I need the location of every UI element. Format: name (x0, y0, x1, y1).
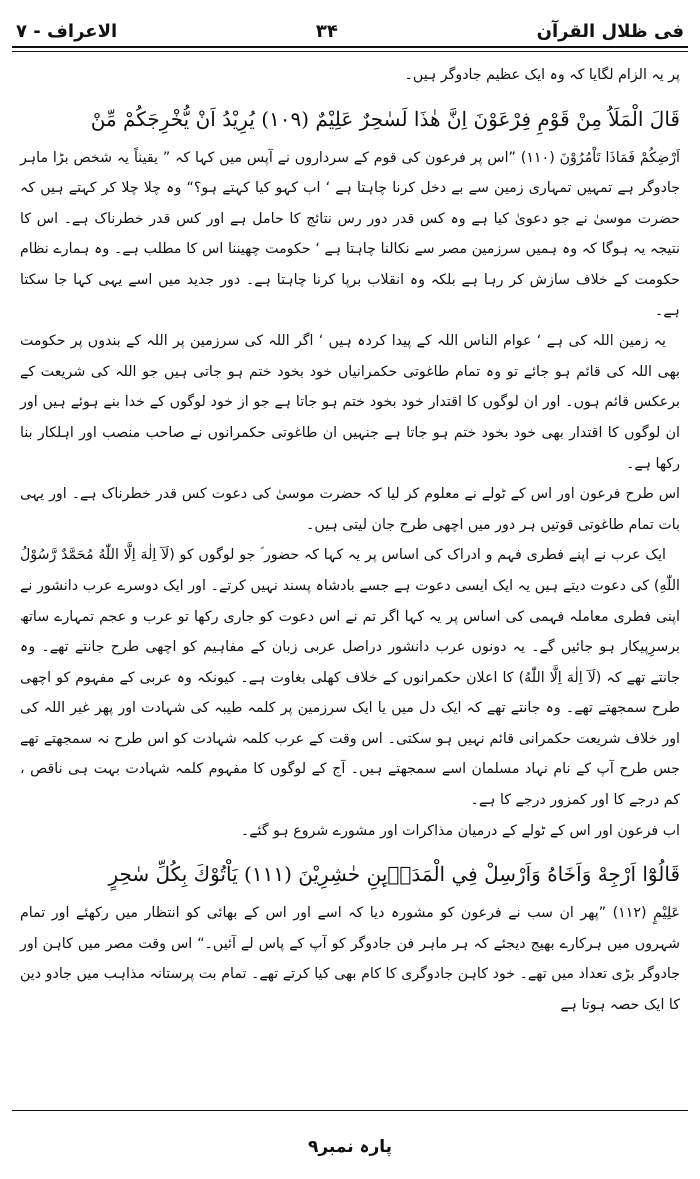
page-body (20, 60, 680, 1100)
juz-label: پارہ نمبر۹ (307, 1137, 393, 1157)
arabic-verse: قَالُوْٓا اَرْجِهْ وَاَخَاهُ وَاَرْسِلْ فِي الْمَدَاۗىِٕنِ حٰشِرِيْنَ (۱۱۱) يَاْتُوْكَ بِكُلِّ سٰحِرٍ (108, 862, 680, 887)
footer-rule (12, 1110, 688, 1111)
paragraph: اَرْضِكُمْ فَمَاذَا تَاْمُرُوْنَ (۱۱۰) ”اس پر فرعون کی قوم کے سرداروں نے آپس میں کہا کہ ” یقیناً یہ شخص بڑا ماہر جادوگر ہے تمہیں تمہاری زمین سے بے دخل کرنا چاہتا ہے ‘ اب کہو کیا کہتے ہو؟“ وہ چلا چلا کر کہتے ہیں کہ حضرت موسیٰ نے جو دعویٰ کیا ہے وہ کس قدر دور رس نتائج کا حامل ہے اور کس قدر خطرناک ہے۔ اس کا نتیجہ یہ ہوگا کہ وہ ہمیں سرزمین مصر سے نکالنا چاہتا ہے ‘ حکومت چھیننا اس کا مطلب ہے۔ وہ ہمارے نظام حکومت کے خلاف سازش کر رہا ہے بلکہ وہ انقلاب برپا کرنا چاہتا ہے۔ دور جدید میں اسے یہی کہا جا سکتا ہے۔ (20, 149, 680, 319)
arabic-verse: قَالَ الْمَلَاُ مِنْ قَوْمِ فِرْعَوْنَ اِنَّ هٰذَا لَسٰحِرٌ عَلِيْمٌ (۱۰۹) يُرِيْدُ اَنْ يُّخْرِجَكُمْ مِّنْ (90, 106, 680, 131)
paragraph: اس طرح فرعون اور اس کے ٹولے نے معلوم کر لیا کہ حضرت موسیٰ کی دعوت کس قدر خطرناک ہے۔ اور یہی بات تمام طاغوتی قوتیں ہر دور میں اچھی طرح جان لیتی ہیں۔ (20, 486, 680, 533)
paragraph: یہ زمین اللہ کی ہے ‘ عوام الناس اللہ کے پیدا کردہ ہیں ‘ اگر اللہ کی سرزمین پر اللہ کے بندوں پر حکومت بھی اللہ کی قائم ہو جائے تو وہ تمام طاغوتی حکمرانیاں خود بخود ختم ہو جاتی ہیں جو اللہ کی شریعت کے برعکس قائم ہوں۔ اور ان لوگوں کا اقتدار خود بخود ختم ہو جاتا ہے جو از خود لوگوں کے خدا بنے ہوئے ہیں اور ان لوگوں کا اقتدار بھی خود بخود ختم ہو جاتا ہے جنہیں ان طاغوتی حکمرانوں نے صاحب منصب اور اہلکار بنا رکھا ہے۔ (20, 333, 680, 472)
paragraph: اب فرعون اور اس کے ٹولے کے درمیان مذاکرات اور مشورے شروع ہو گئے۔ (240, 822, 680, 839)
paragraph: عَلِيْمٍ (۱۱۲) ”پھر ان سب نے فرعون کو مشورہ دیا کہ اسے اور اس کے بھائی کو انتظار میں رکھئے اور تمام شہروں میں ہرکارے بھیج دیجئے کہ ہر ماہر فن جادوگر کو آپ کے پاس لے آئیں۔“ اس وقت مصر میں کاہن اور جادوگر بڑی تعداد میں تھے۔ خود کاہن جادوگری کا کام بھی کیا کرتے تھے۔ تمام بت پرستانہ مذاہب میں جادو دین کا ایک حصہ ہوتا ہے (20, 905, 680, 1014)
page-number: ۳۴ (315, 21, 338, 42)
paragraph: ایک عرب نے اپنے فطری فہم و ادراک کی اساس پر یہ کہا کہ حضور ؐ جو لوگوں کو (لَآ اِلٰهَ اِلَّا اللّٰهُ مُحَمَّدٌ رَّسُوْلُ اللّٰهِ) کی دعوت دیتے ہیں یہ ایک ایسی دعوت ہے جسے بادشاہ پسند نہیں کرتے۔ اور ایک دوسرے عرب دانشور نے اپنی فطری معاملہ فہمی کی اساس پر یہ کہا اگر تم نے اس دعوت کو جاری رکھا تو عرب و عجم تمہارے ساتھ برسرِپیکار ہو جائیں گے۔ یہ دونوں عرب دانشور دراصل عربی زبان کے مفاہیم کو اچھی طرح جانتے تھے۔ وہ جانتے تھے کہ (لَآ اِلٰهَ اِلَّا اللّٰهُ) کا اعلان حکمرانوں کے خلاف کھلی بغاوت ہے۔ کیونکہ وہ عربی کے مفہوم کو اچھی طرح سمجھتے تھے۔ وہ جانتے تھے کہ ایک دل میں یا ایک سرزمین پر کلمہ طیبہ کی شہادت اور پھر غیر اللہ کی اور خلاف شریعت حکمرانی قائم نہیں ہو سکتی۔ اس وقت کے عرب کلمہ شہادت کو اس طرح نہ سمجھتے تھے جس طرح آپ کے نام نہاد مسلمان اسے سمجھتے ہیں۔ آج کے لوگوں کا مفہوم کلمہ شہادت بہت ہی ناقص ، کم درجے کا اور کمزور درجے کا ہے۔ (20, 547, 680, 809)
header-rule (12, 46, 688, 52)
book-title: فی ظلال القرآن (536, 21, 684, 42)
page-header (16, 10, 684, 42)
surah-name: الاعراف - ۷ (16, 21, 118, 42)
paragraph: پر یہ الزام لگایا کہ وہ ایک عظیم جادوگر ہیں۔ (404, 67, 680, 83)
